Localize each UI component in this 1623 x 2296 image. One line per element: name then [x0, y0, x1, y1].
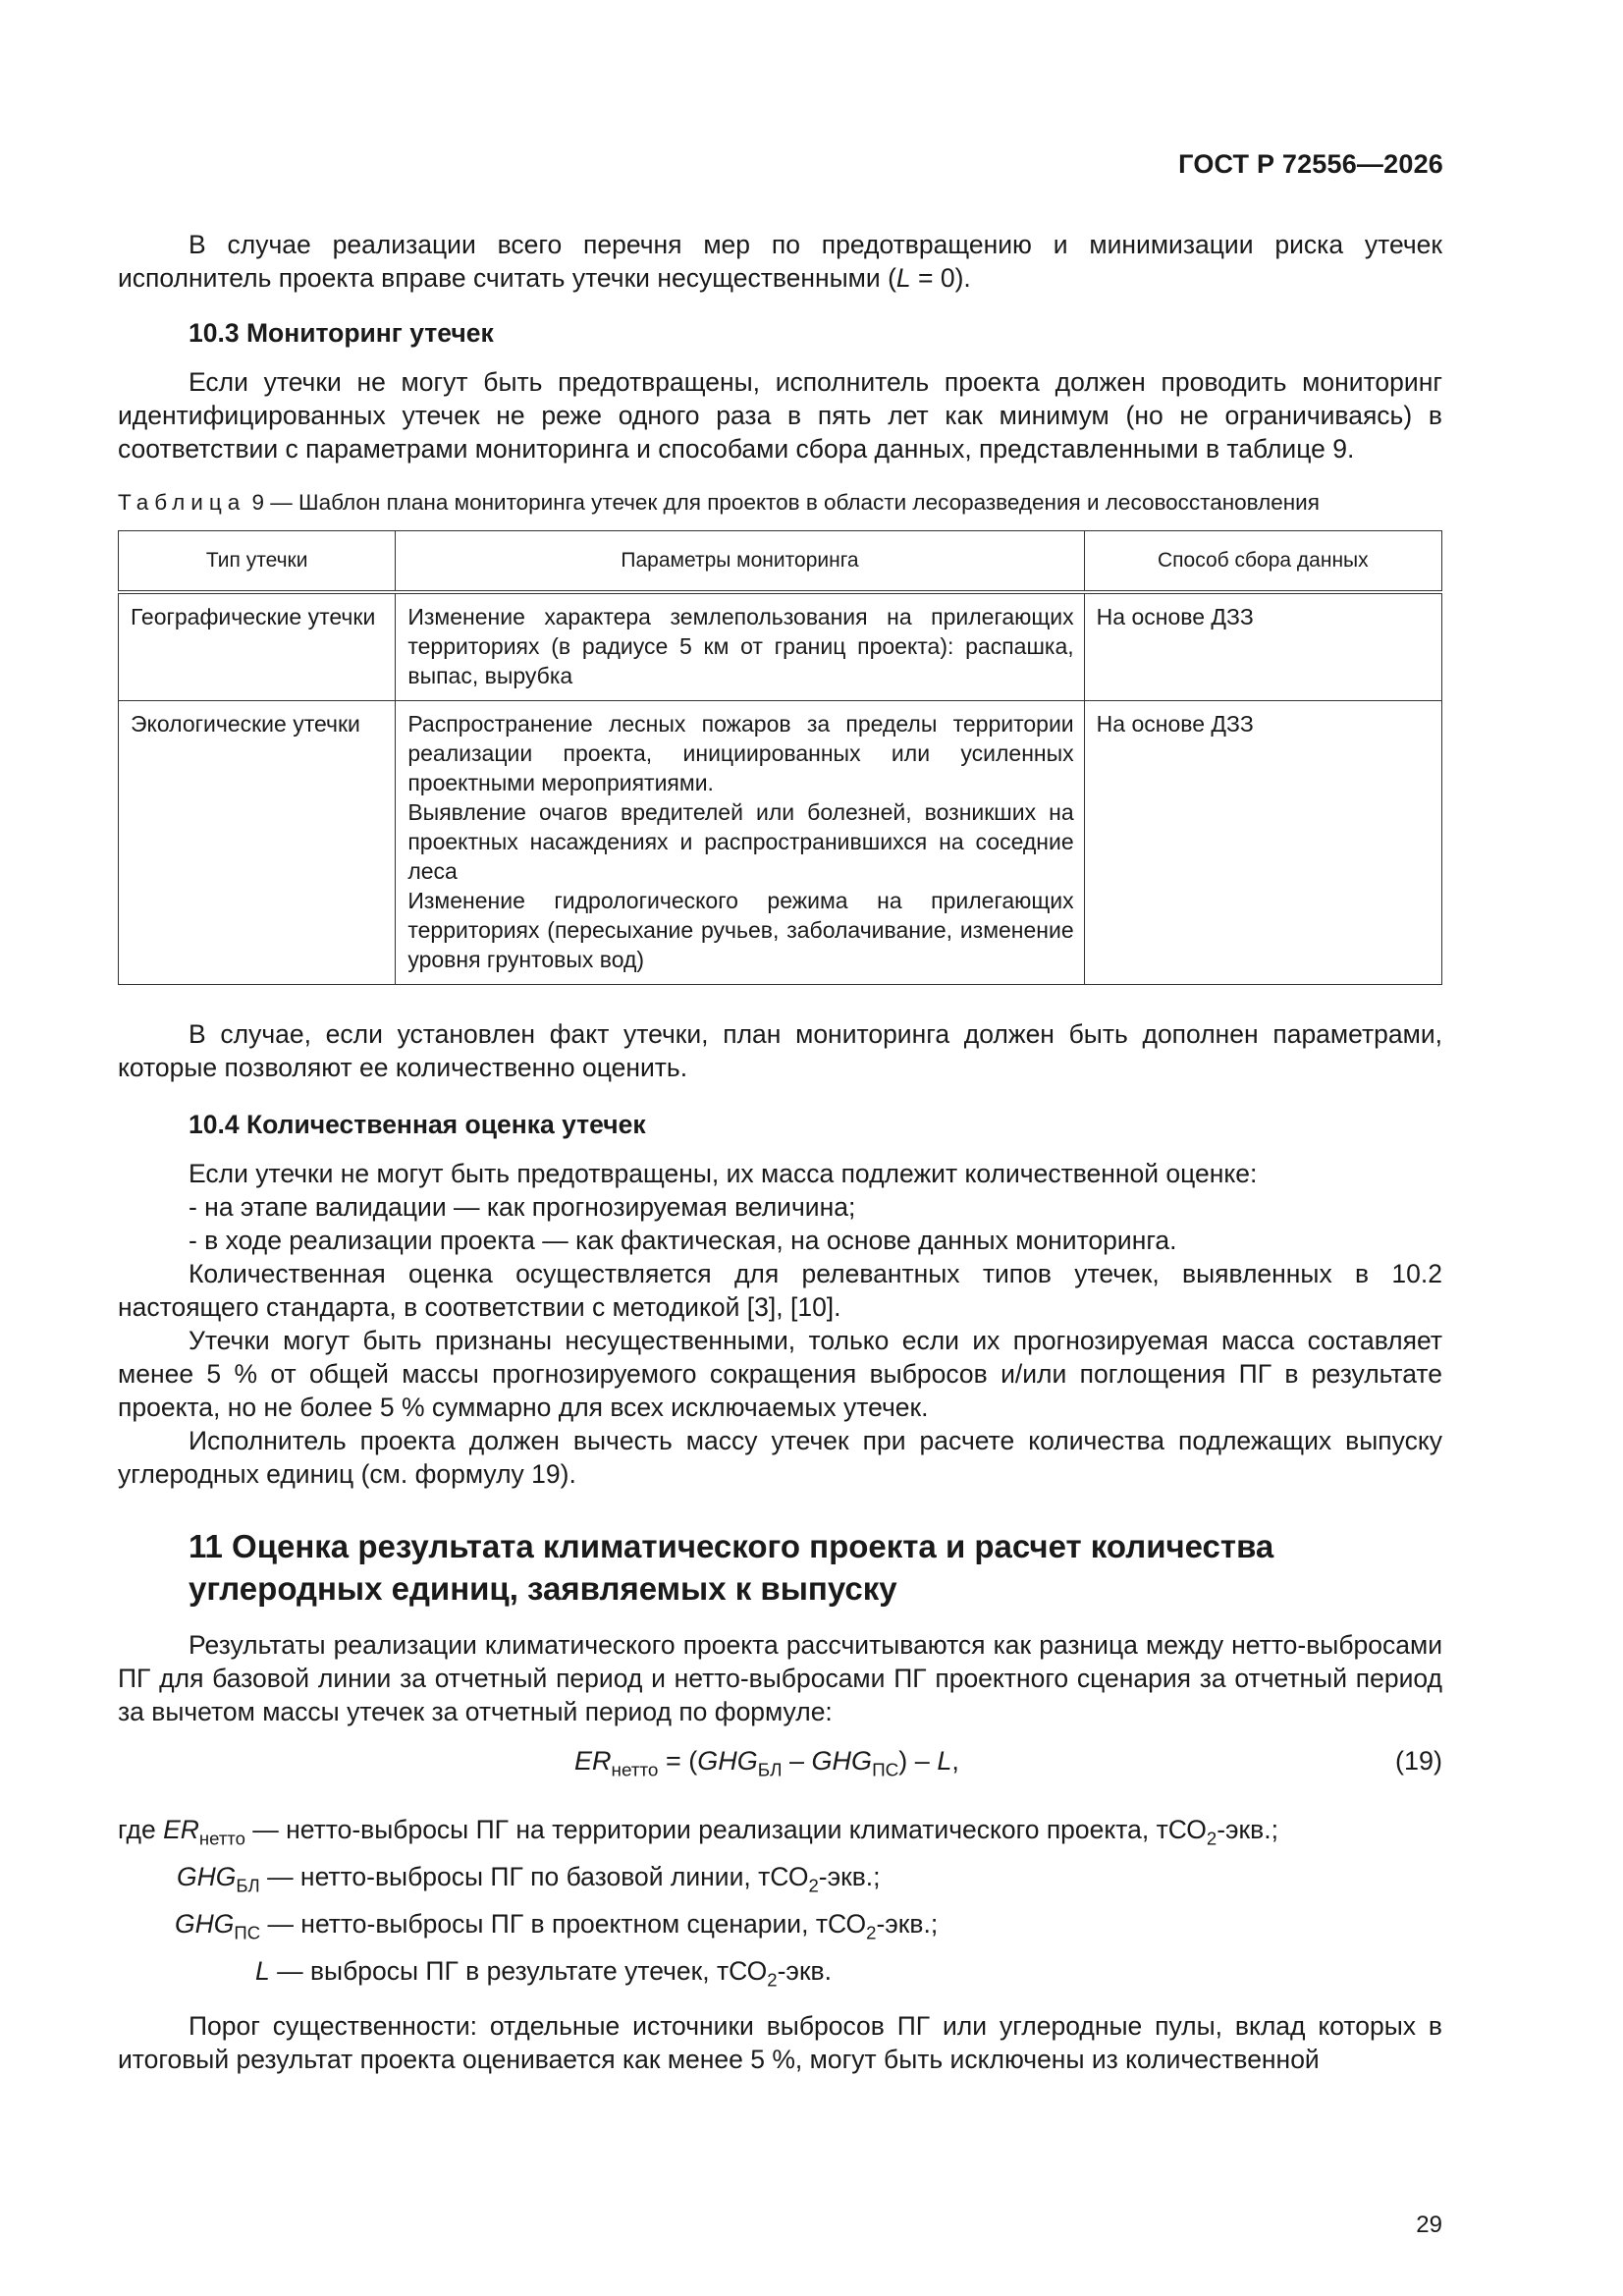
cell-leak-type: Экологические утечки — [119, 701, 396, 985]
section-11-heading: 11 Оценка результата климатического проекта и расчет количества углеродных единиц, заявляемых к выпуску — [189, 1528, 1274, 1607]
materiality-paragraph: Порог существенности: отдельные источники выбросов ПГ или углеродные пулы, вклад которых в итоговый результат проекта оценивается как менее 5 %, могут быть исключены из количественной — [118, 2011, 1442, 2074]
column-header-type: Тип утечки — [119, 531, 396, 593]
after-table-paragraph: В случае, если установлен факт утечки, план мониторинга должен быть дополнен параметрами, которые позволяют ее количественно оценить. — [118, 1019, 1442, 1082]
cell-collection-method: На основе ДЗЗ — [1084, 701, 1441, 985]
cell-collection-method: На основе ДЗЗ — [1084, 592, 1441, 701]
definition-er: где $ER_{нетто}$ — нетто-выбросы ПГ на территории реализации климатического проекта, тСО$_2$-экв.; — [118, 1815, 1278, 1849]
table-row — [119, 701, 1442, 985]
definition-l: L — выбросы ПГ в результате утечек, тСО$_2$-экв. — [255, 1956, 832, 1991]
formula-number: (19) — [1394, 1746, 1442, 1776]
table-9-caption: Таблица 9 — Шаблон плана мониторинга утечек для проектов в области лесоразведения и лесовосстановления — [118, 490, 1320, 515]
table-row — [119, 592, 1442, 701]
formula-19: $ER_{нетто} = (GHG_{БЛ} - GHG_{ПС}) - L$, — [574, 1746, 959, 1781]
intro-paragraph: В случае реализации всего перечня мер по предотвращению и минимизации риска утечек исполнитель проекта вправе считать утечки несущественными (L = 0). — [118, 230, 1442, 293]
cell-leak-type: Географические утечки — [119, 592, 396, 701]
section-10-3-text: Если утечки не могут быть предотвращены, исполнитель проекта должен проводить мониторинг идентифицированных утечек не реже одного раза в пять лет как минимум (но не ограничиваясь) в соответствии с параметрами мониторинга и способами сбора данных, представленными в таблице 9. — [118, 367, 1442, 464]
cell-monitoring-params: Изменение характера землепользования на прилегающих территориях (в радиусе 5 км от границ проекта): распашка, выпас, вырубка — [396, 592, 1084, 701]
column-header-method: Способ сбора данных — [1084, 531, 1441, 593]
section-10-4-text: Если утечки не могут быть предотвращены, их масса подлежит количественной оценке: - на этапе валидации — как прогнозируемая величина; - в ходе реализации проекта — как фактическая, на основе данных мониторинга. Количественная оценка осуществляется для релевантных типов утечек, выявленных в 10.2 настоящего стандарта, в соответствии с методикой [3], [10]. Утечки могут быть признаны несущественными, только если их прогнозируемая масса составляет менее 5 % от общей массы прогнозируемого сокращения выбросов и/или поглощения ПГ в результате проекта, но не более 5 % суммарно для всех исключаемых утечек. Исполнитель проекта должен вычесть массу утечек при расчете количества подлежащих выпуску углеродных единиц (см. формулу 19). — [118, 1159, 1442, 1489]
definition-ghg-ps: $GHG_{ПС}$ — нетто-выбросы ПГ в проектном сценарии, тСО$_2$-экв.; — [175, 1909, 939, 1943]
page-number: 29 — [1416, 2212, 1442, 2238]
column-header-params: Параметры мониторинга — [396, 531, 1084, 593]
cell-monitoring-params: Распространение лесных пожаров за пределы территории реализации проекта, инициированных или усиленных проектными мероприятиями. Выявление очагов вредителей или болезней, возникших на проектных насаждениях и распространившихся на соседние леса Изменение гидрологического режима на прилегающих территориях (пересыхание ручьев, заболачивание, изменение уровня грунтовых вод) — [396, 701, 1084, 985]
document-code: ГОСТ Р 72556—2026 — [1178, 149, 1443, 179]
section-11-paragraph: Результаты реализации климатического проекта рассчитываются как разница между нетто-выбросами ПГ для базовой линии за отчетный период и нетто-выбросами ПГ проектного сценария за отчетный период за вычетом массы утечек за отчетный период по формуле: — [118, 1630, 1442, 1726]
leakage-monitoring-table — [118, 530, 1442, 985]
table-header-row — [119, 531, 1442, 593]
section-10-3-heading: 10.3 Мониторинг утечек — [189, 318, 494, 348]
definition-ghg-bl: $GHG_{БЛ}$ — нетто-выбросы ПГ по базовой линии, тСО$_2$-экв.; — [177, 1862, 881, 1896]
section-10-4-heading: 10.4 Количественная оценка утечек — [189, 1110, 646, 1139]
